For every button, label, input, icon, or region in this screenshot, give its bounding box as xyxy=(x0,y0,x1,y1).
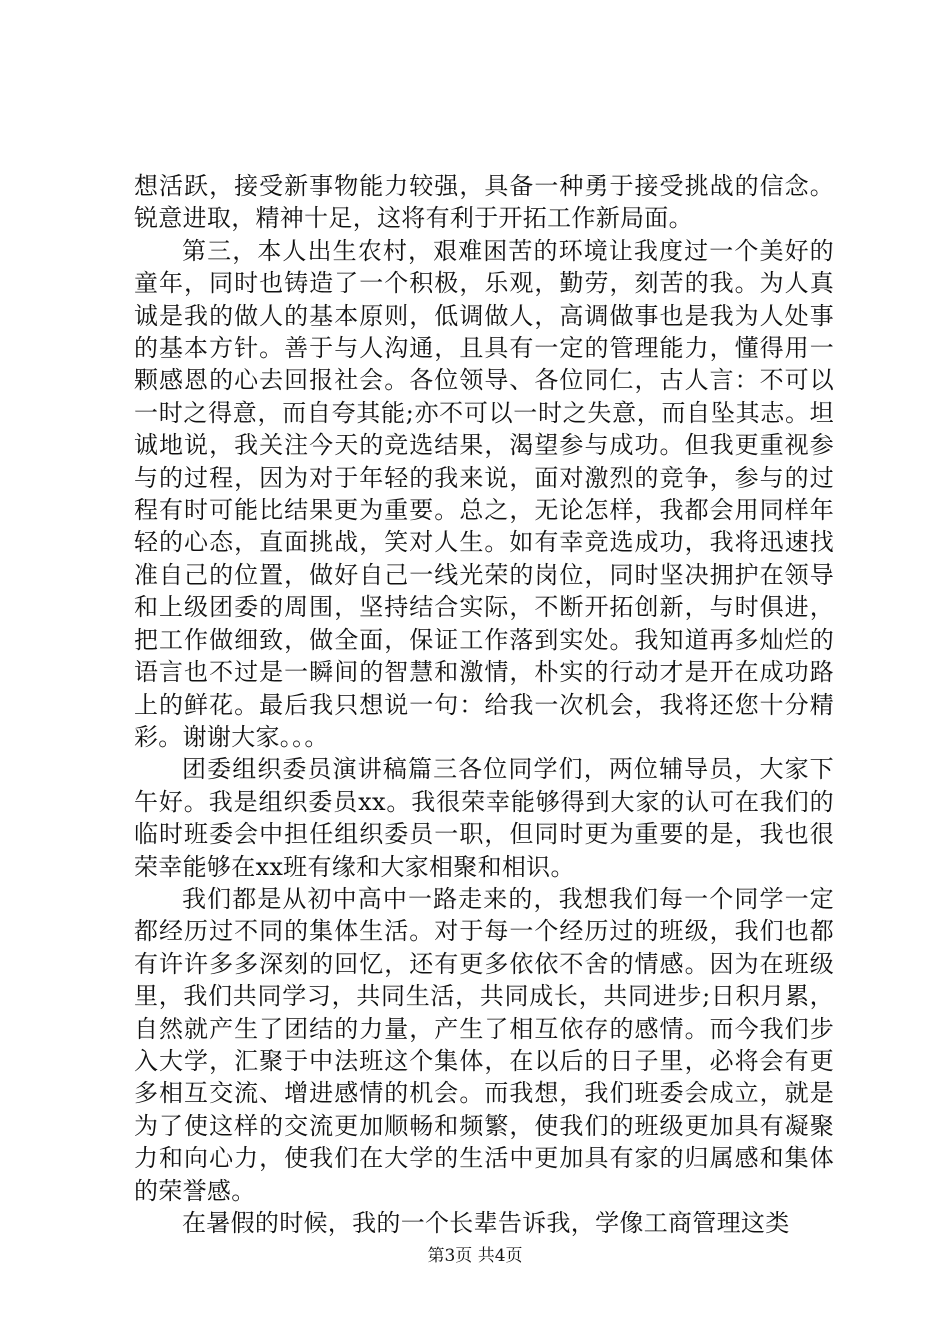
paragraph-2: 第三，本人出生农村，艰难困苦的环境让我度过一个美好的童年，同时也铸造了一个积极，乐观，勤劳，刻苦的我。为人真诚是我的做人的基本原则，低调做人，高调做事也是我为人处事的基本方针。善于与人沟通，且具有一定的管理能力，懂得用一颗感恩的心去回报社会。各位领导、各位同仁，古人言：不可以一时之得意，而自夸其能;亦不可以一时之失意，而自坠其志。坦诚地说，我关注今天的竞选结果，渴望参与成功。但我更重视参与的过程，因为对于年轻的我来说，面对激烈的竞争，参与的过程有时可能比结果更为重要。总之，无论怎样，我都会用同样年轻的心态，直面挑战，笑对人生。如有幸竞选成功，我将迅速找准自己的位置，做好自己一线光荣的岗位，同时坚决拥护在领导和上级团委的周围，坚持结合实际，不断开拓创新，与时俱进，把工作做细致，做全面，保证工作落到实处。我知道再多灿烂的语言也不过是一瞬间的智慧和激情，朴实的行动才是开在成功路上的鲜花。最后我只想说一句：给我一次机会，我将还您十分精彩。谢谢大家。。。 xyxy=(134,236,834,751)
paragraph-5: 在暑假的时候，我的一个长辈告诉我，学像工商管理这类 xyxy=(182,1209,790,1237)
paragraph-3: 团委组织委员演讲稿篇三各位同学们，两位辅导员，大家下午好。我是组织委员xx。我很荣幸能够得到大家的认可在我们的临时班委会中担任组织委员一职，但同时更为重要的是，我也很荣幸能够在xx班有缘和大家相聚和相识。 xyxy=(134,755,834,881)
paragraph-1: 想活跃，接受新事物能力较强，具备一种勇于接受挑战的信念。锐意进取，精神十足，这将有利于开拓工作新局面。 xyxy=(134,172,834,233)
document-body xyxy=(134,170,834,1239)
page-footer: 第3页 共4页 xyxy=(427,1246,523,1266)
paragraph-4: 我们都是从初中高中一路走来的，我想我们每一个同学一定都经历过不同的集体生活。对于每一个经历过的班级，我们也都有许许多多深刻的回忆，还有更多依依不舍的情感。因为在班级里，我们共同学习，共同生活，共同成长，共同进步;日积月累，自然就产生了团结的力量，产生了相互依存的感情。而今我们步入大学，汇聚于中法班这个集体，在以后的日子里，必将会有更多相互交流、增进感情的机会。而我想，我们班委会成立，就是为了使这样的交流更加顺畅和频繁，使我们的班级更加具有凝聚力和向心力，使我们在大学的生活中更加具有家的归属感和集体的荣誉感。 xyxy=(134,884,834,1205)
